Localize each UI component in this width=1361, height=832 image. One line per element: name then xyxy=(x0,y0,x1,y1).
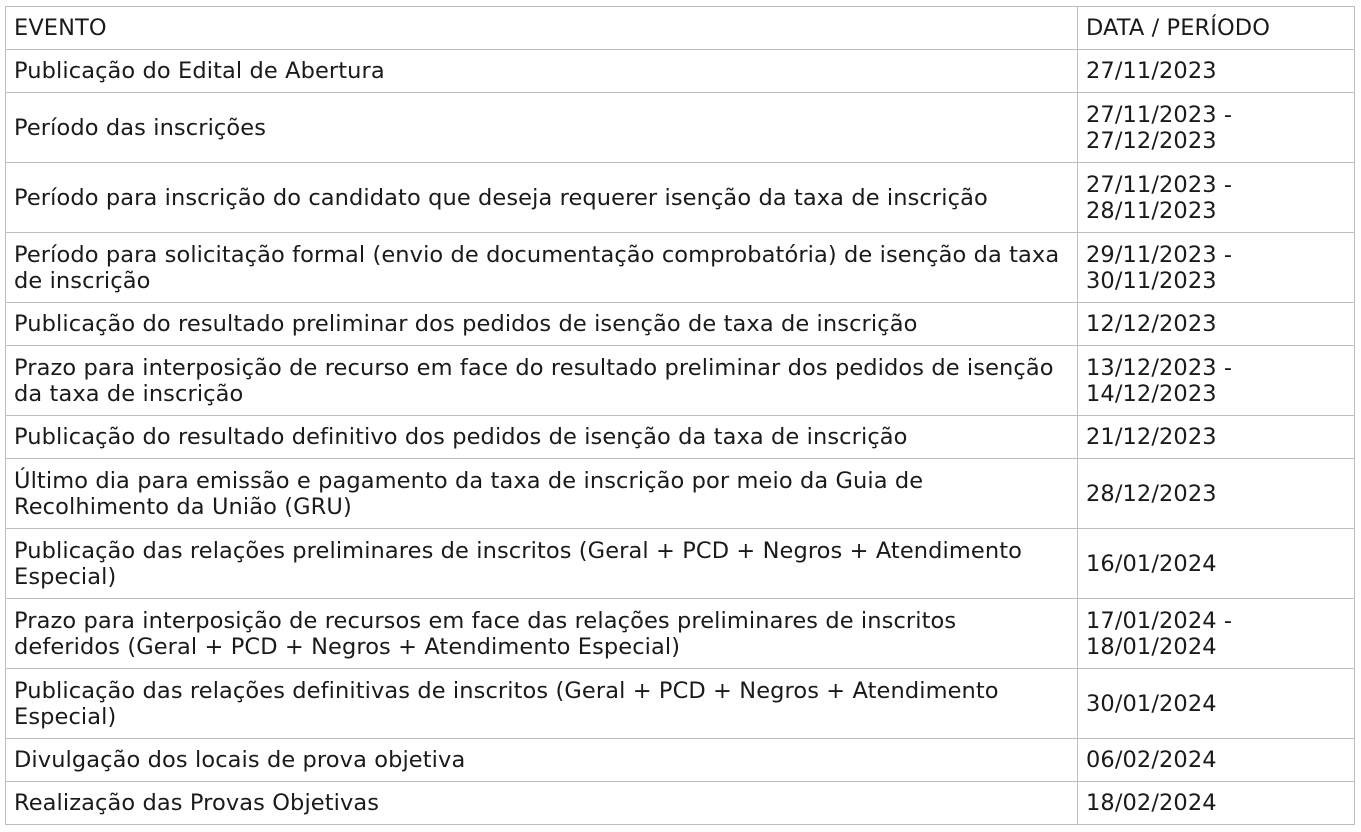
date-cell: 16/01/2024 xyxy=(1078,529,1355,599)
date-cell: 06/02/2024 xyxy=(1078,739,1355,782)
table-row xyxy=(6,669,1355,739)
date-cell: 21/12/2023 xyxy=(1078,416,1355,459)
date-cell: 28/12/2023 xyxy=(1078,459,1355,529)
date-cell: 29/11/2023 - 30/11/2023 xyxy=(1078,233,1355,303)
date-cell: 27/11/2023 xyxy=(1078,50,1355,93)
event-cell: Último dia para emissão e pagamento da taxa de inscrição por meio da Guia de Recolhimento da União (GRU) xyxy=(6,459,1078,529)
table-row xyxy=(6,782,1355,825)
date-cell: 13/12/2023 - 14/12/2023 xyxy=(1078,346,1355,416)
date-cell: 27/11/2023 - 28/11/2023 xyxy=(1078,163,1355,233)
event-cell: Divulgação dos locais de prova objetiva xyxy=(6,739,1078,782)
event-cell: Publicação do resultado definitivo dos pedidos de isenção da taxa de inscrição xyxy=(6,416,1078,459)
date-cell: 17/01/2024 - 18/01/2024 xyxy=(1078,599,1355,669)
header-event: EVENTO xyxy=(6,7,1078,50)
event-cell: Prazo para interposição de recursos em face das relações preliminares de inscritos deferidos (Geral + PCD + Negros + Atendimento Especial) xyxy=(6,599,1078,669)
event-cell: Realização das Provas Objetivas xyxy=(6,782,1078,825)
schedule-table xyxy=(5,6,1355,825)
date-cell: 18/02/2024 xyxy=(1078,782,1355,825)
header-date: DATA / PERÍODO xyxy=(1078,7,1355,50)
table-body xyxy=(6,50,1355,825)
event-cell: Publicação das relações preliminares de inscritos (Geral + PCD + Negros + Atendimento Especial) xyxy=(6,529,1078,599)
event-cell: Publicação do resultado preliminar dos pedidos de isenção de taxa de inscrição xyxy=(6,303,1078,346)
table-row xyxy=(6,416,1355,459)
date-cell: 12/12/2023 xyxy=(1078,303,1355,346)
table-header-row xyxy=(6,7,1355,50)
table-row xyxy=(6,233,1355,303)
event-cell: Período para inscrição do candidato que deseja requerer isenção da taxa de inscrição xyxy=(6,163,1078,233)
table-row xyxy=(6,599,1355,669)
table-row xyxy=(6,303,1355,346)
date-cell: 27/11/2023 - 27/12/2023 xyxy=(1078,93,1355,163)
table-row xyxy=(6,346,1355,416)
table-row xyxy=(6,459,1355,529)
table-row xyxy=(6,529,1355,599)
table-row xyxy=(6,163,1355,233)
event-cell: Prazo para interposição de recurso em face do resultado preliminar dos pedidos de isenção da taxa de inscrição xyxy=(6,346,1078,416)
event-cell: Publicação das relações definitivas de inscritos (Geral + PCD + Negros + Atendimento Especial) xyxy=(6,669,1078,739)
schedule-table-container xyxy=(5,6,1354,825)
table-row xyxy=(6,50,1355,93)
event-cell: Publicação do Edital de Abertura xyxy=(6,50,1078,93)
date-cell: 30/01/2024 xyxy=(1078,669,1355,739)
table-row xyxy=(6,93,1355,163)
table-row xyxy=(6,739,1355,782)
event-cell: Período para solicitação formal (envio de documentação comprobatória) de isenção da taxa de inscrição xyxy=(6,233,1078,303)
event-cell: Período das inscrições xyxy=(6,93,1078,163)
